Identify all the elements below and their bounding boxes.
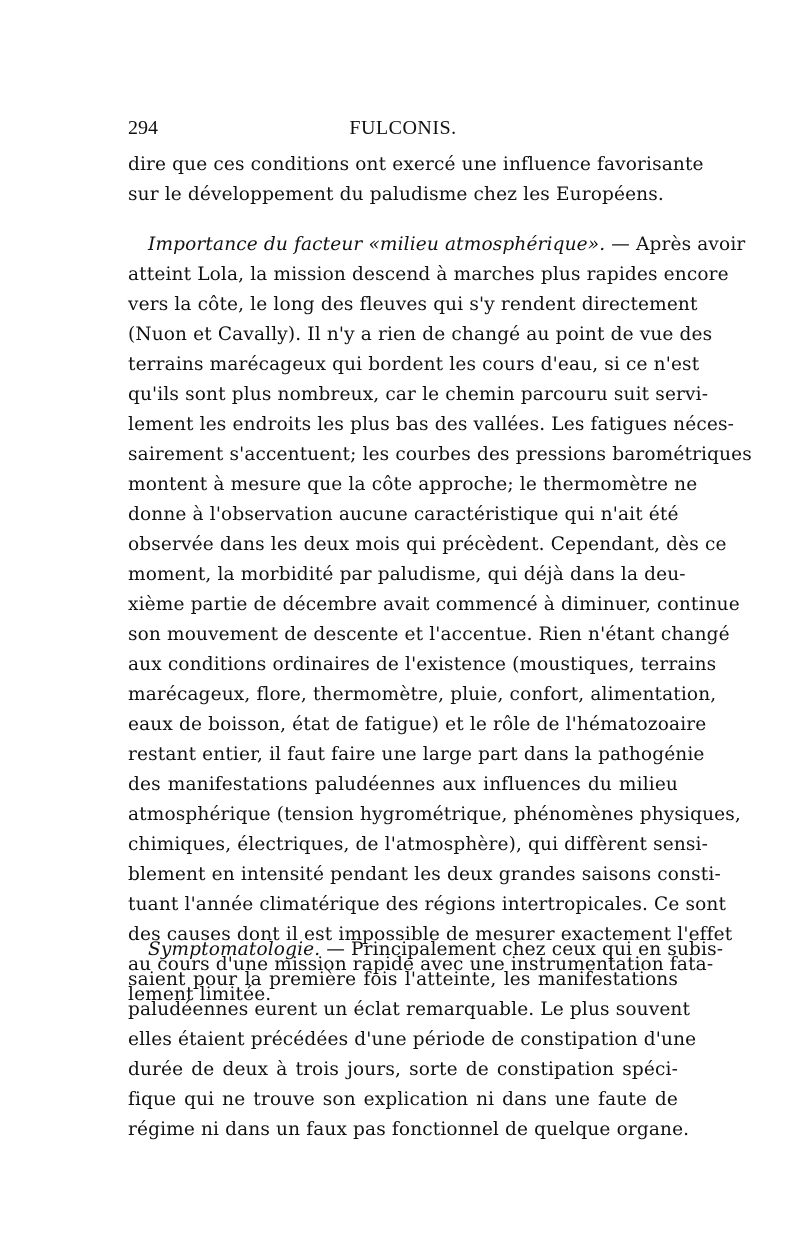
text-line: eaux de boisson, état de fatigue) et le rôle de l'hématozoaire	[128, 714, 707, 735]
first-line-text: — Après avoir	[611, 234, 746, 255]
paragraph-atmospheric-factor	[128, 230, 752, 1010]
text-line: lement les endroits les plus bas des vallées. Les fatigues néces-	[128, 414, 734, 435]
text-line: atmosphérique (tension hygrométrique, phénomènes physiques,	[128, 804, 741, 825]
text-line: observée dans les deux mois qui précèdent. Cependant, dès ce	[128, 534, 727, 555]
text-line: aux conditions ordinaires de l'existence (moustiques, terrains	[128, 654, 717, 675]
text-line: blement en intensité pendant les deux grandes saisons consti-	[128, 864, 721, 885]
running-title: FULCONIS.	[349, 117, 457, 139]
text-line: elles étaient précédées d'une période de constipation d'une	[128, 1029, 697, 1050]
text-line: durée de deux à trois jours, sorte de constipation spéci-	[128, 1059, 678, 1080]
text-line: sur le développement du paludisme chez les Européens.	[128, 184, 664, 205]
first-line-text: — Principalement chez ceux qui en subis-	[326, 939, 724, 960]
section-heading-symptomatology: Symptomatologie.	[148, 939, 321, 960]
text-line: chimiques, électriques, de l'atmosphère), qui diffèrent sensi-	[128, 834, 709, 855]
text-line: au cours d'une mission rapide avec une instrumentation fata-	[128, 954, 714, 975]
page-number: 294	[128, 117, 158, 139]
page-header	[128, 117, 678, 141]
text-line: régime ni dans un faux pas fonctionnel de quelque organe.	[128, 1119, 690, 1140]
text-line: qu'ils sont plus nombreux, car le chemin parcouru suit servi-	[128, 384, 709, 405]
text-line: marécageux, flore, thermomètre, pluie, confort, alimentation,	[128, 684, 717, 705]
text-line: moment, la morbidité par paludisme, qui déjà dans la deu-	[128, 564, 686, 585]
text-line: restant entier, il faut faire une large part dans la pathogénie	[128, 744, 705, 765]
text-line: sairement s'accentuent; les courbes des pressions barométriques	[128, 444, 752, 465]
paragraph-continuation	[128, 150, 704, 210]
text-line: des manifestations paludéennes aux influences du milieu	[128, 774, 678, 795]
text-line: xième partie de décembre avait commencé à diminuer, continue	[128, 594, 740, 615]
text-line: son mouvement de descente et l'accentue. Rien n'étant changé	[128, 624, 730, 645]
text-line: montent à mesure que la côte approche; le thermomètre ne	[128, 474, 698, 495]
section-heading-atmospheric: Importance du facteur «milieu atmosphérique».	[148, 234, 606, 255]
text-line: saient pour la première fois l'atteinte, les manifestations	[128, 969, 678, 990]
paragraph-symptomatology	[128, 935, 724, 1145]
text-line: fique qui ne trouve son explication ni dans une faute de	[128, 1089, 678, 1110]
text-line: dire que ces conditions ont exercé une influence favorisante	[128, 154, 704, 175]
text-line: paludéennes eurent un éclat remarquable. Le plus souvent	[128, 999, 691, 1020]
text-line: lement limitée.	[128, 984, 272, 1005]
paragraph-first-line	[128, 230, 746, 260]
text-line: des causes dont il est impossible de mesurer exactement l'effet	[128, 924, 733, 945]
text-line: vers la côte, le long des fleuves qui s'y rendent directement	[128, 294, 698, 315]
text-line: terrains marécageux qui bordent les cours d'eau, si ce n'est	[128, 354, 700, 375]
text-line: tuant l'année climatérique des régions intertropicales. Ce sont	[128, 894, 727, 915]
text-line: donne à l'observation aucune caractéristique qui n'ait été	[128, 504, 679, 525]
text-line: (Nuon et Cavally). Il n'y a rien de changé au point de vue des	[128, 324, 713, 345]
text-line: atteint Lola, la mission descend à marches plus rapides encore	[128, 264, 729, 285]
